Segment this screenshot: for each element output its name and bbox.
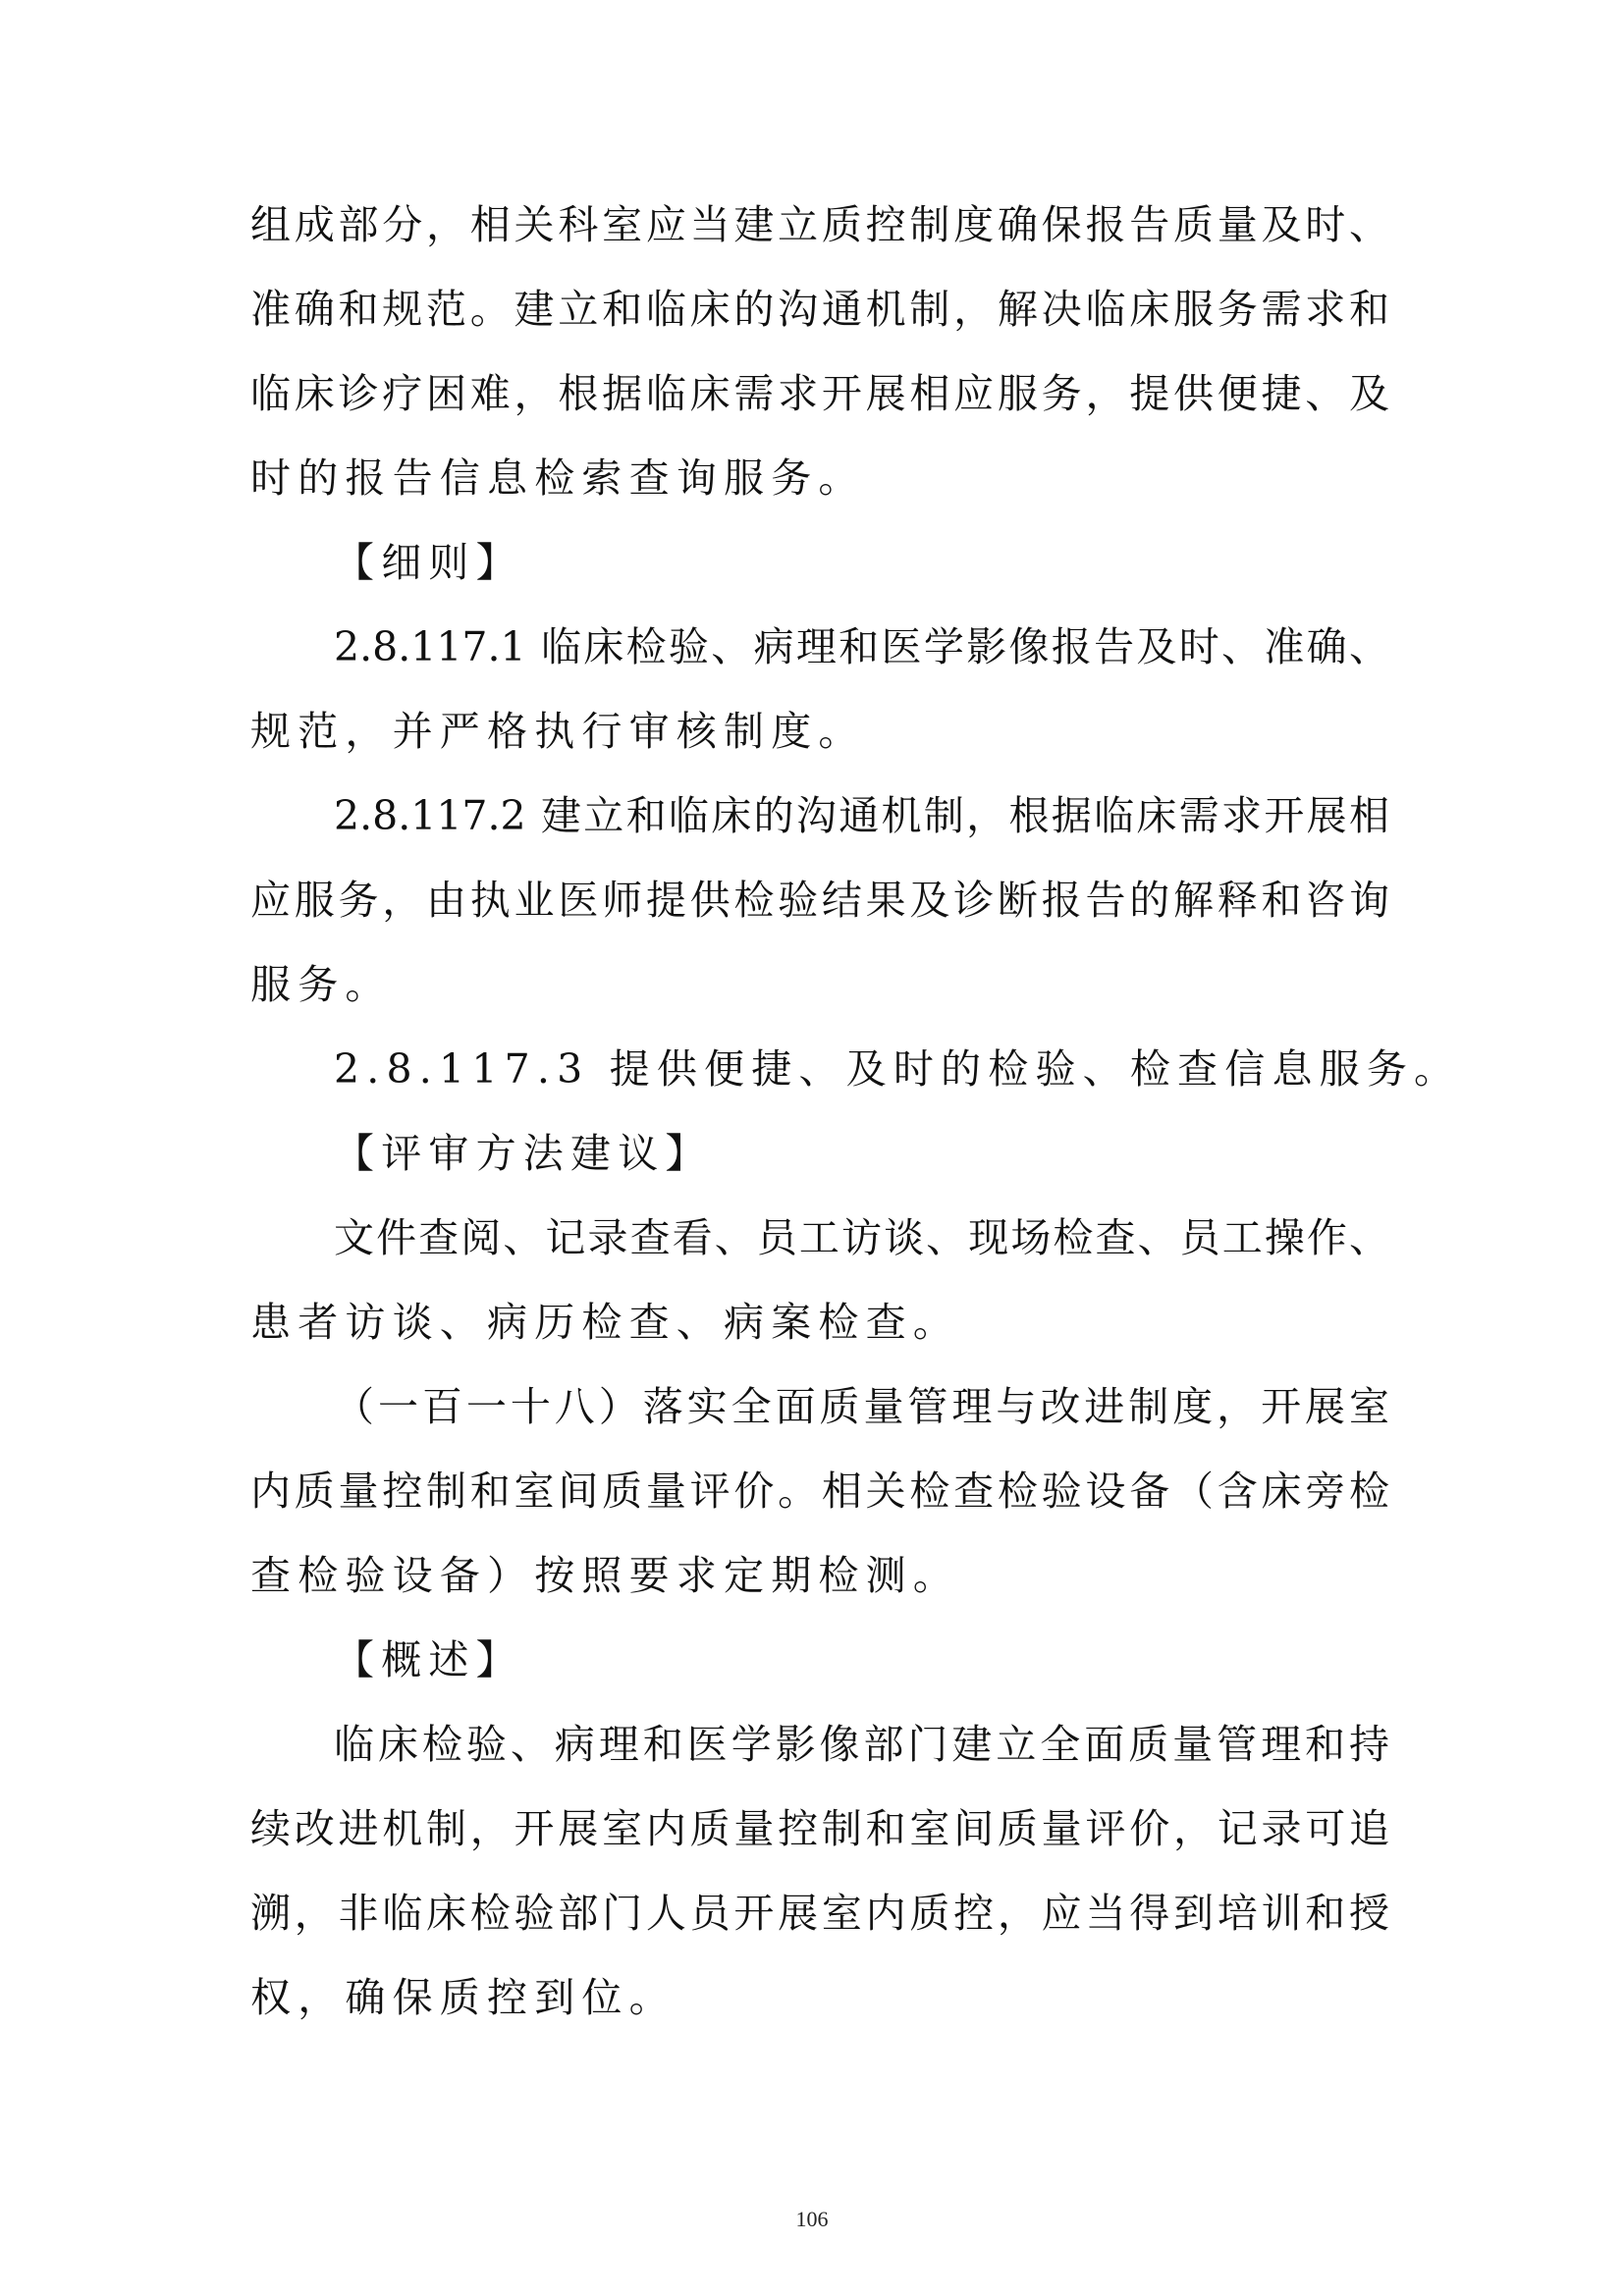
body-text-line: 临床检验、病理和医学影像部门建立全面质量管理和持 [334, 1721, 1389, 1768]
section-heading-details: 【细则】 [334, 539, 523, 586]
clause-2-8-117-3: 2.8.117.3 提供便捷、及时的检验、检查信息服务。 [334, 1045, 1462, 1093]
page-number: 106 [795, 2207, 829, 2231]
section-heading-overview: 【概述】 [334, 1636, 523, 1683]
body-text-line: 内质量控制和室间质量评价。相关检查检验设备（含床旁检 [250, 1468, 1389, 1515]
body-text-line: 溯，非临床检验部门人员开展室内质控，应当得到培训和授 [250, 1890, 1389, 1937]
body-text-line: 续改进机制，开展室内质量控制和室间质量评价，记录可追 [250, 1805, 1389, 1852]
body-text-line: 准确和规范。建立和临床的沟通机制，解决临床服务需求和 [250, 286, 1389, 333]
body-text-line: 应服务，由执业医师提供检验结果及诊断报告的解释和咨询 [250, 877, 1389, 924]
body-text-line: 查检验设备）按照要求定期检测。 [250, 1552, 960, 1599]
body-text-line: 规范，并严格执行审核制度。 [250, 708, 866, 755]
body-text-line: 权，确保质控到位。 [250, 1974, 677, 2021]
section-heading-review-methods: 【评审方法建议】 [334, 1130, 713, 1177]
body-text-line: 患者访谈、病历检查、病案检查。 [250, 1299, 960, 1346]
clause-2-8-117-2: 2.8.117.2 建立和临床的沟通机制，根据临床需求开展相 [334, 792, 1389, 839]
body-text-line: 时的报告信息检索查询服务。 [250, 454, 866, 502]
body-text-line: 服务。 [250, 961, 393, 1008]
body-text-line: 临床诊疗困难，根据临床需求开展相应服务，提供便捷、及 [250, 370, 1389, 417]
article-118-heading: （一百一十八）落实全面质量管理与改进制度，开展室 [334, 1383, 1389, 1430]
body-text-line: 组成部分，相关科室应当建立质控制度确保报告质量及时、 [250, 201, 1389, 248]
clause-2-8-117-1: 2.8.117.1 临床检验、病理和医学影像报告及时、准确、 [334, 623, 1389, 670]
body-text-line: 文件查阅、记录查看、员工访谈、现场检查、员工操作、 [334, 1214, 1389, 1261]
